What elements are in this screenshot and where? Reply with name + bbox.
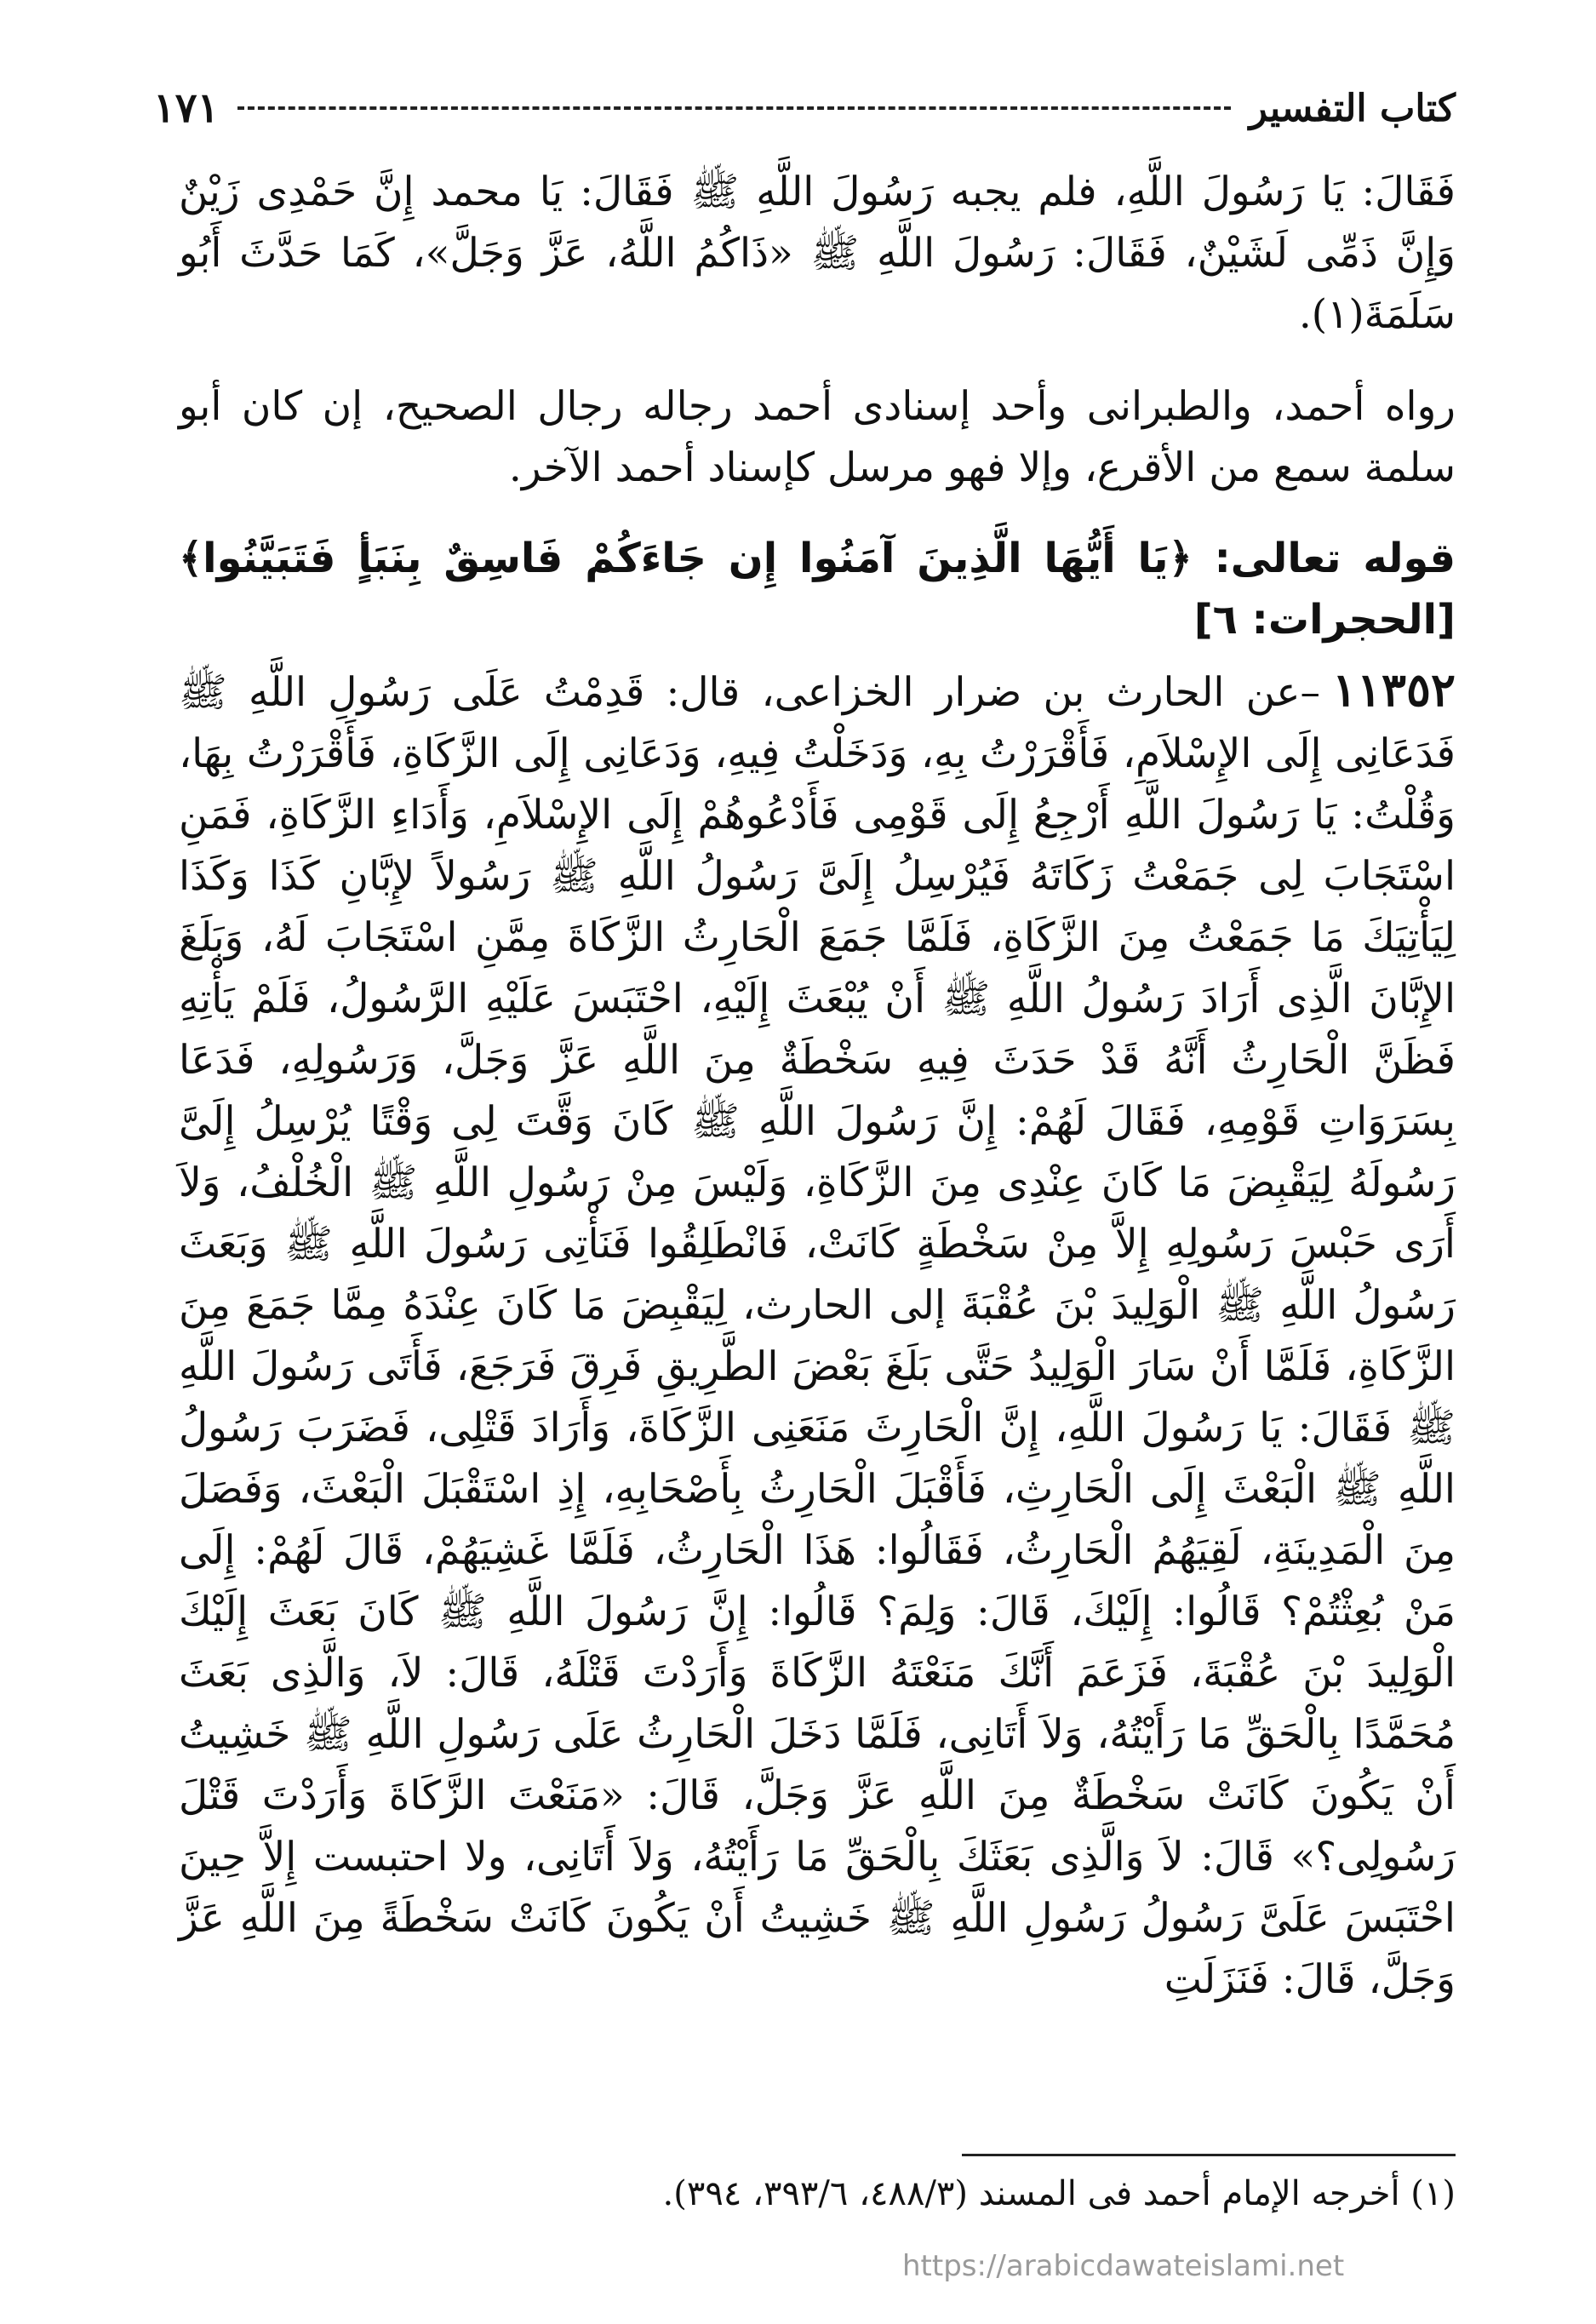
page-header <box>153 78 1456 138</box>
section-heading: قوله تعالى: ﴿يَا أَيُّهَا الَّذِينَ آمَنُوا إِن جَاءَكُمْ فَاسِقٌ بِنَبَأٍ فَتَبَيَّنُوا﴾ [الحجرات: ٦] <box>179 535 1456 644</box>
hadith-paragraph <box>179 659 1456 2011</box>
main-text <box>179 162 1456 2011</box>
hadith-text: –عن الحارث بن ضرار الخزاعى، قال: قَدِمْتُ عَلَى رَسُولِ اللَّهِ ﷺ فَدَعَانِى إِلَى الإِسْلاَمِ، فَأَقْرَرْتُ بِهِ، وَدَخَلْتُ فِيهِ، وَدَعَانِى إِلَى الزَّكَاةِ، فَأَقْرَرْتُ بِهَا، وَقُلْتُ: يَا رَسُولَ اللَّهِ أَرْجِعُ إِلَى قَوْمِى فَأَدْعُوهُمْ إِلَى الإِسْلاَمِ، وَأَدَاءِ الزَّكَاةِ، فَمَنِ اسْتَجَابَ لِى جَمَعْتُ زَكَاتَهُ فَيُرْسِلُ إِلَىَّ رَسُولُ اللَّهِ ﷺ رَسُولاً لإِبَّانِ كَذَا وَكَذَا لِيَأْتِيَكَ مَا جَمَعْتُ مِنَ الزَّكَاةِ، فَلَمَّا جَمَعَ الْحَارِثُ الزَّكَاةَ مِمَّنِ اسْتَجَابَ لَهُ، وَبَلَغَ الإِبَّانَ الَّذِى أَرَادَ رَسُولُ اللَّهِ ﷺ أَنْ يُبْعَثَ إِلَيْهِ، احْتَبَسَ عَلَيْهِ الرَّسُولُ، فَلَمْ يَأْتِهِ فَظَنَّ الْحَارِثُ أَنَّهُ قَدْ حَدَثَ فِيهِ سَخْطَةٌ مِنَ اللَّهِ عَزَّ وَجَلَّ، وَرَسُولِهِ، فَدَعَا بِسَرَوَاتِ قَوْمِهِ، فَقَالَ لَهُمْ: إِنَّ رَسُولَ اللَّهِ ﷺ كَانَ وَقَّتَ لِى وَقْتًا يُرْسِلُ إِلَىَّ رَسُولَهُ لِيَقْبِضَ مَا كَانَ عِنْدِى مِنَ الزَّكَاةِ، وَلَيْسَ مِنْ رَسُولِ اللَّهِ ﷺ الْخُلْفُ، وَلاَ أَرَى حَبْسَ رَسُولِهِ إِلاَّ مِنْ سَخْطَةٍ كَانَتْ، فَانْطَلِقُوا فَنَأْتِى رَسُولَ اللَّهِ ﷺ وَبَعَثَ رَسُولُ اللَّهِ ﷺ الْوَلِيدَ بْنَ عُقْبَةَ إلى الحارث، لِيَقْبِضَ مَا كَانَ عِنْدَهُ مِمَّا جَمَعَ مِنَ الزَّكَاةِ، فَلَمَّا أَنْ سَارَ الْوَلِيدُ حَتَّى بَلَغَ بَعْضَ الطَّرِيقِ فَرِقَ فَرَجَعَ، فَأَتَى رَسُولَ اللَّهِ ﷺ فَقَالَ: يَا رَسُولَ اللَّهِ، إِنَّ الْحَارِثَ مَنَعَنِى الزَّكَاةَ، وَأَرَادَ قَتْلِى، فَضَرَبَ رَسُولُ اللَّهِ ﷺ الْبَعْثَ إِلَى الْحَارِثِ، فَأَقْبَلَ الْحَارِثُ بِأَصْحَابِهِ، إِذِ اسْتَقْبَلَ الْبَعْثَ، وَفَصَلَ مِنَ الْمَدِينَةِ، لَقِيَهُمُ الْحَارِثُ، فَقَالُوا: هَذَا الْحَارِثُ، فَلَمَّا غَشِيَهُمْ، قَالَ لَهُمْ: إِلَى مَنْ بُعِثْتُمْ؟ قَالُوا: إِلَيْكَ، قَالَ: وَلِمَ؟ قَالُوا: إِنَّ رَسُولَ اللَّهِ ﷺ كَانَ بَعَثَ إِلَيْكَ الْوَلِيدَ بْنَ عُقْبَةَ، فَزَعَمَ أَنَّكَ مَنَعْتَهُ الزَّكَاةَ وَأَرَدْتَ قَتْلَهُ، قَالَ: لاَ، وَالَّذِى بَعَثَ مُحَمَّدًا بِالْحَقِّ مَا رَأَيْتُهُ، وَلاَ أَتَانِى، فَلَمَّا دَخَلَ الْحَارِثُ عَلَى رَسُولِ اللَّهِ ﷺ خَشِيتُ أَنْ يَكُونَ كَانَتْ سَخْطَةٌ مِنَ اللَّهِ عَزَّ وَجَلَّ، قَالَ: «مَنَعْتَ الزَّكَاةَ وَأَرَدْتَ قَتْلَ رَسُولِى؟» قَالَ: لاَ وَالَّذِى بَعَثَكَ بِالْحَقِّ مَا رَأَيْتُهُ، وَلاَ أَتَانِى، ولا احتبست إِلاَّ حِينَ احْتَبَسَ عَلَىَّ رَسُولُ رَسُولِ اللَّهِ ﷺ خَشِيتُ أَنْ يَكُونَ كَانَتْ سَخْطَةً مِنَ اللَّهِ عَزَّ وَجَلَّ، قَالَ: فَنَزَلَتِ <box>179 669 1456 2003</box>
footnote-divider <box>962 2154 1456 2156</box>
paragraph-takhrij: رواه أحمد، والطبرانى وأحد إسنادى أحمد رجاله رجال الصحيح، إن كان أبو سلمة سمع من الأقرع، وإلا فهو مرسل كإسناد أحمد الآخر. <box>179 383 1456 491</box>
footnote: (١) أخرجه الإمام أحمد فى المسند (٤٨٨/٣، ٣٩٣/٦، ٣٩٤). <box>662 2174 1456 2213</box>
hadith-number: ١١٣٥٢ <box>1331 662 1456 717</box>
watermark-url: https://arabicdawateislami.net <box>902 2249 1345 2283</box>
page-number: ١٧١ <box>153 84 220 132</box>
paragraph-hadith-continuation: فَقَالَ: يَا رَسُولَ اللَّهِ، فلم يجبه رَسُولَ اللَّهِ ﷺ فَقَالَ: يَا محمد إِنَّ حَمْدِى زَيْنٌ وَإِنَّ ذَمِّى لَشَيْنٌ، فَقَالَ: رَسُولَ اللَّهِ ﷺ «ذَاكُمُ اللَّهُ، عَزَّ وَجَلَّ»، كَمَا حَدَّثَ أَبُو سَلَمَةَ(١). <box>179 169 1456 338</box>
header-dashed-rule <box>237 106 1230 110</box>
book-title: كتاب التفسير <box>1249 86 1456 130</box>
